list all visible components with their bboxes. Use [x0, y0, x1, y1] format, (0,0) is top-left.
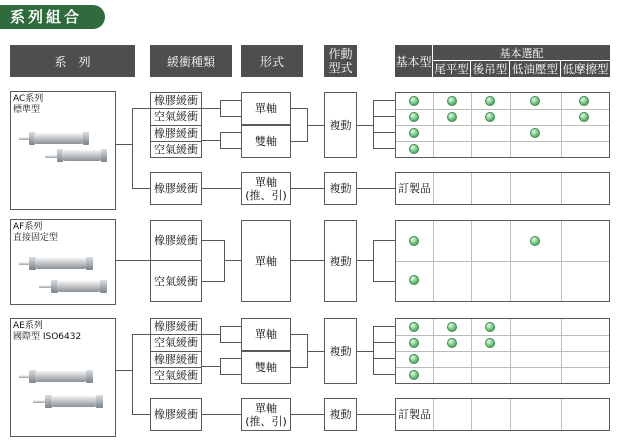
header-cushion: 緩衝種類 [150, 45, 232, 77]
availability-dot-icon [447, 322, 457, 332]
cushion-rubber: 橡膠緩衝 [150, 172, 202, 205]
availability-dot-icon [409, 128, 419, 138]
custom-order-label: 訂製品 [398, 182, 431, 195]
availability-dot-icon [409, 322, 419, 332]
options-grid-ac-1 [395, 92, 610, 158]
cushion-rubber: 橡膠緩衝 [151, 221, 201, 261]
page-title: 系列組合 [10, 8, 83, 26]
availability-dot-icon [409, 96, 419, 106]
availability-dot-icon [485, 96, 495, 106]
options-grid-ae-1 [395, 318, 610, 384]
availability-dot-icon [409, 144, 419, 154]
options-grid-af [395, 220, 610, 302]
availability-dot-icon [447, 338, 457, 348]
header-basic: 基本型 [395, 45, 432, 77]
action-double-acting: 複動 [324, 318, 357, 384]
form-single-rod-push-pull: 單軸 (推、引) [241, 398, 291, 431]
cushion-box-ae-1 [150, 318, 202, 384]
availability-dot-icon [447, 96, 457, 106]
availability-dot-icon [447, 112, 457, 122]
availability-dot-icon [579, 96, 589, 106]
form-single-rod: 單軸 [241, 220, 291, 302]
availability-dot-icon [409, 112, 419, 122]
action-double-acting: 複動 [324, 92, 357, 158]
cushion-box-af [150, 220, 202, 302]
availability-dot-icon [530, 236, 540, 246]
custom-order-label: 訂製品 [398, 408, 431, 421]
availability-dot-icon [409, 236, 419, 246]
header-series: 系 列 [10, 45, 135, 77]
action-double-acting: 複動 [324, 220, 357, 302]
cushion-rubber: 橡膠緩衝 [151, 319, 201, 335]
header-option-low-pressure: 低油壓型 [512, 62, 558, 76]
cylinder-illustration-ac [19, 124, 111, 204]
cushion-air: 空氣緩衝 [151, 335, 201, 351]
header-form: 形式 [241, 45, 303, 77]
options-grid-ac-2 [395, 172, 610, 205]
availability-dot-icon [579, 112, 589, 122]
form-double-rod: 雙軸 [241, 125, 291, 158]
header-options-group: 基本選配 [433, 45, 610, 60]
cushion-air: 空氣緩衝 [154, 368, 198, 382]
cushion-rubber: 橡膠緩衝 [151, 93, 201, 109]
series-box-ae [10, 318, 116, 437]
availability-dot-icon [409, 338, 419, 348]
availability-dot-icon [409, 370, 419, 380]
form-single-rod-push-pull: 單軸 (推、引) [241, 172, 291, 205]
cushion-box-ac-1 [150, 92, 202, 158]
availability-dot-icon [409, 354, 419, 364]
availability-dot-icon [530, 96, 540, 106]
series-name-ae: AE系列 [13, 321, 43, 331]
series-type-af: 直接固定型 [13, 233, 59, 243]
series-name-ac: AC系列 [13, 94, 44, 104]
cylinder-illustration-af [19, 250, 111, 304]
form-single-rod: 單軸 [241, 318, 291, 351]
series-type-ac: 標準型 [13, 105, 41, 115]
series-type-ae: 國際型 ISO6432 [13, 332, 82, 342]
availability-dot-icon [485, 338, 495, 348]
header-action: 作動 型式 [324, 45, 357, 77]
series-box-ac [10, 91, 116, 210]
series-name-af: AF系列 [13, 222, 43, 232]
action-double-acting: 複動 [324, 172, 357, 205]
form-single-rod: 單軸 [241, 92, 291, 125]
cushion-rubber: 橡膠緩衝 [150, 398, 202, 431]
header-option-rear-clevis: 後吊型 [472, 62, 508, 76]
header-option-low-friction: 低摩擦型 [562, 62, 609, 76]
availability-dot-icon [485, 112, 495, 122]
cushion-rubber: 橡膠緩衝 [151, 126, 201, 142]
action-double-acting: 複動 [324, 398, 357, 431]
cushion-air: 空氣緩衝 [154, 274, 198, 288]
series-box-af [10, 219, 116, 305]
availability-dot-icon [485, 322, 495, 332]
options-grid-ae-2 [395, 398, 610, 431]
cushion-rubber: 橡膠緩衝 [151, 352, 201, 368]
header-option-tail-flat: 尾平型 [434, 62, 469, 76]
availability-dot-icon [530, 128, 540, 138]
form-double-rod: 雙軸 [241, 351, 291, 384]
availability-dot-icon [409, 275, 419, 285]
cushion-air: 空氣緩衝 [154, 142, 198, 156]
cylinder-illustration-ae [19, 355, 111, 435]
cushion-air: 空氣緩衝 [151, 109, 201, 125]
